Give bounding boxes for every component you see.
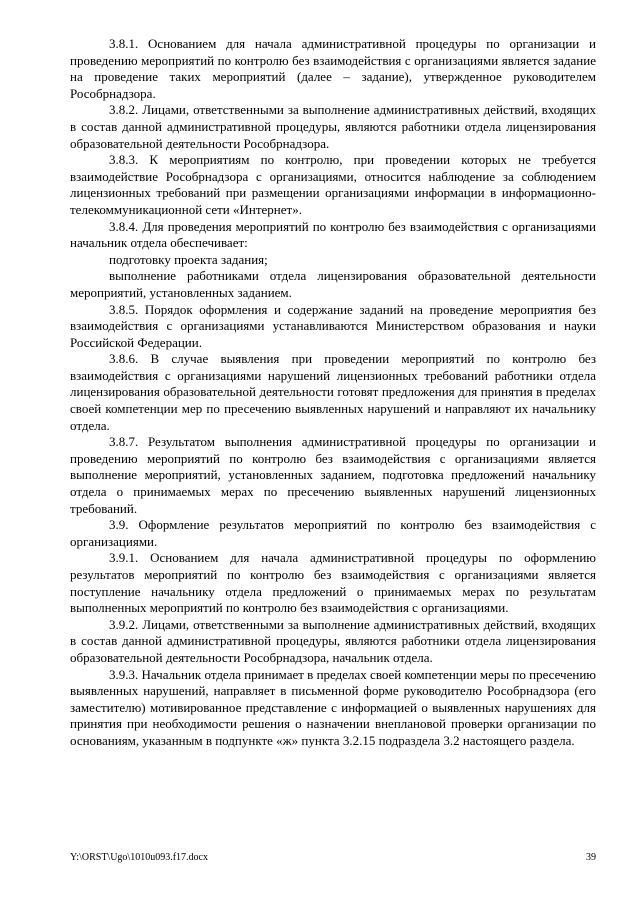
- paragraph-3-8-4: 3.8.4. Для проведения мероприятий по контролю без взаимодействия с организациями начальник отдела обеспечивает:: [70, 218, 596, 251]
- document-body: [70, 36, 596, 750]
- list-item-execute-measures: выполнение работниками отдела лицензирования образовательной деятельности мероприятий, установленных заданием.: [70, 268, 596, 300]
- paragraph-3-8-2: 3.8.2. Лицами, ответственными за выполнение административных действий, входящих в состав данной административной процедуры, являются работники отдела лицензирования образовательной деятельности Рособрнадзора.: [70, 102, 596, 151]
- paragraph-3-8-5: 3.8.5. Порядок оформления и содержание заданий на проведение мероприятия без взаимодействия с организациями устанавливаются Министерством образования и науки Российской Федерации.: [70, 301, 596, 350]
- paragraph-3-8-7: 3.8.7. Результатом выполнения административной процедуры по организации и проведению мероприятий по контролю без взаимодействия с организациями является выполнение мероприятий, установленных заданием, подготовка предложений начальнику отдела о принимаемых мерах по пресечению выявленных нарушений лицензионных требований.: [70, 434, 596, 516]
- paragraph-3-8-1: 3.8.1. Основанием для начала административной процедуры по организации и проведению мероприятий по контролю без взаимодействия с организациями является задание на проведение таких мероприятий (далее – задание), утвержденное руководителем Рособрнадзора.: [70, 36, 596, 101]
- paragraph-3-8-3: 3.8.3. К мероприятиям по контролю, при проведении которых не требуется взаимодействие Рособрнадзора с организациями, относится наблюдение за соблюдением лицензионных требований при размещении организациями информации в информационно-телекоммуникационной сети «Интернет».: [70, 152, 596, 217]
- paragraph-3-8-6: 3.8.6. В случае выявления при проведении мероприятий по контролю без взаимодействия с организациями нарушений лицензионных требований работники отдела лицензирования образовательной деятельности готовят предложения для принятия в пределах своей компетенции мер по пресечению выявленных нарушений и направляют их начальнику отдела.: [70, 351, 596, 433]
- paragraph-3-9-2: 3.9.2. Лицами, ответственными за выполнение административных действий, входящих в состав данной административной процедуры, являются работники отдела лицензирования образовательной деятельности Рособрнадзора, начальник отдела.: [70, 616, 596, 665]
- page-footer: [70, 851, 596, 865]
- paragraph-3-9-1: 3.9.1. Основанием для начала административной процедуры по оформлению результатов мероприятий по контролю без взаимодействия с организациями является поступление начальнику отдела предложений о принимаемых мерах по результатам выполненных мероприятий по контролю без взаимодействия с организациями.: [70, 550, 596, 616]
- list-item-prepare-draft: подготовку проекта задания;: [109, 251, 268, 267]
- section-heading-3-9: 3.9. Оформление результатов мероприятий по контролю без взаимодействия с организациями.: [70, 517, 596, 549]
- page-number: 39: [586, 852, 596, 863]
- paragraph-3-9-3: 3.9.3. Начальник отдела принимает в пределах своей компетенции меры по пресечению выявленных нарушений, направляет в письменной форме руководителю Рособрнадзора (его заместителю) мотивированное представление с информацией о выявленных нарушениях для принятия при необходимости решения о назначении внеплановой проверки организации по основаниям, указанным в подпункте «ж» пункта 3.2.15 подраздела 3.2 настоящего раздела.: [70, 666, 596, 748]
- footer-file-path: Y:\ORST\Ugo\1010u093.f17.docx: [70, 852, 208, 863]
